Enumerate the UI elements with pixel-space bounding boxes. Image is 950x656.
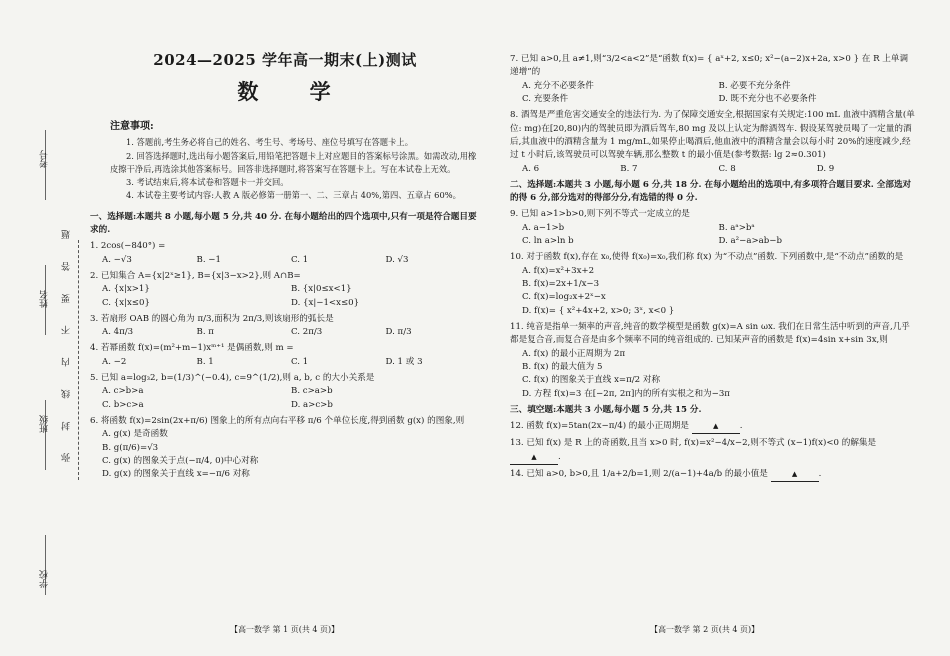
- notes-heading: 注意事项:: [110, 120, 154, 132]
- option-d: D. 1 或 3: [385, 356, 423, 367]
- question-stem: 12. 函数 f(x)=5tan(2x−π/4) 的最小正周期是: [510, 421, 689, 432]
- option-c: C. {x|x≤0}: [102, 297, 150, 308]
- question-1: [90, 240, 480, 267]
- option-d: D. a>c>b: [291, 399, 333, 410]
- option-a: A. a−1>b: [522, 222, 565, 233]
- question-tail: .: [818, 469, 822, 480]
- question-10: [510, 251, 915, 318]
- question-stem: 3. 若扇形 OAB 的圆心角为 π/3,面积为 2π/3,则该扇形的弧长是: [90, 313, 334, 324]
- question-stem: 13. 已知 f(x) 是 R 上的奇函数,且当 x>0 时, f(x)=x²−4/x−2,则不等式 (x−1)f(x)<0 的解集是: [510, 438, 877, 449]
- question-stem: 5. 已知 a=log₃2, b=(1/3)^(−0.4), c=9^(1/2),则 a, b, c 的大小关系是: [90, 373, 375, 384]
- triangle-icon: ▲: [791, 470, 798, 479]
- option-a: A. {x|x>1}: [102, 284, 150, 295]
- question-stem: 6. 将函数 f(x)=2sin(2x+π/6) 图象上的所有点向右平移 π/6 个单位长度,得到函数 g(x) 的图象,则: [90, 416, 465, 426]
- subject-title: 数 学: [237, 79, 353, 105]
- question-4: [90, 342, 480, 369]
- option-a: A. f(x)=x²+3x+2: [522, 265, 595, 276]
- question-stem: 10. 对于函数 f(x),存在 x₀,使得 f(x₀)=x₀,我们称 f(x) 为“不动点”函数. 下列函数中,是“不动点”函数的是: [510, 252, 904, 263]
- option-b: B. 必要不充分条件: [718, 80, 791, 91]
- page-2-footer: 【高一数学 第 2 页(共 4 页)】: [650, 625, 760, 634]
- option-c: C. ln a>ln b: [522, 236, 574, 247]
- option-b: B. g(π/6)=√3: [102, 442, 159, 453]
- note-item: 1. 答题前,考生务必将自己的姓名、考生号、考场号、座位号填写在答题卡上。: [126, 137, 413, 148]
- page-1-footer: 【高一数学 第 1 页(共 4 页)】: [230, 625, 340, 634]
- section-3-heading: 三、填空题:本题共 3 小题,每小题 5 分,共 15 分.: [510, 404, 702, 415]
- note-item: 3. 考试结束后,将本试卷和答题卡一并交回。: [126, 177, 289, 188]
- seal-margin: [0, 0, 88, 656]
- question-9: [510, 208, 915, 248]
- question-5: [90, 372, 480, 412]
- option-b: B. −1: [196, 254, 221, 265]
- question-stem: 2. 已知集合 A={x|2ˣ≥1}, B={x|3−x>2},则 A∩B=: [90, 270, 301, 281]
- option-b: B. c>a>b: [291, 386, 333, 397]
- triangle-icon: ▲: [712, 422, 719, 431]
- question-stem: 14. 已知 a>0, b>0,且 1/a+2/b=1,则 2/(a−1)+4a/b 的最小值是: [510, 469, 768, 480]
- option-c: C. 1: [291, 356, 309, 367]
- option-a: A. 6: [522, 163, 540, 174]
- option-d: D. √3: [385, 254, 409, 265]
- option-a: A. 4π/3: [102, 327, 134, 338]
- school-label: 学校: [40, 570, 50, 588]
- option-c: C. b>c>a: [102, 399, 144, 410]
- option-a: A. −2: [102, 356, 127, 367]
- option-c: C. f(x) 的图象关于直线 x=π/2 对称: [522, 375, 661, 386]
- note-item: 2. 回答选择题时,选出每小题答案后,用铅笔把答题卡上对应题目的答案标号涂黑。如需改动,用橡皮擦干净后,再选涂其他答案标号。回答非选择题时,将答案写在答题卡上。写在本试卷上无效。: [110, 150, 477, 174]
- class-line: [45, 400, 46, 470]
- name-label: 姓名: [40, 290, 50, 308]
- question-13: [510, 437, 915, 465]
- option-d: D. 9: [816, 163, 835, 174]
- class-label: 班级: [40, 415, 50, 433]
- option-c: C. 1: [291, 254, 309, 265]
- page-2: [510, 0, 915, 482]
- option-a: A. f(x) 的最小正周期为 2π: [522, 348, 626, 359]
- option-c: C. 2π/3: [291, 327, 323, 338]
- option-b: B. f(x)=2x+1/x−3: [522, 279, 600, 289]
- question-stem: 8. 酒驾是严重危害交通安全的违法行为. 为了保障交通安全,根据国家有关规定:100 mL 血液中酒精含量(单位: mg)在[20,80)内的驾驶员即为酒后驾车,80 mg 及以上认定为醉酒驾车. 假设某驾驶员喝了一定量的酒后,其血液中的酒精含量为 1 mg/mL,如果停止喝酒后,他血液中的酒精含量会以每小时 20%的速度减少,经过 t 小时后,该驾驶员可以驾驶车辆,那么整数 t 的最小值是(参考数据: lg 2≈0.301): [510, 110, 915, 161]
- option-c: C. 充要条件: [522, 93, 569, 104]
- option-c: C. g(x) 的图象关于点(−π/4, 0)中心对称: [102, 455, 259, 466]
- question-stem: 1. 2cos(−840°) =: [90, 241, 166, 252]
- question-12: [510, 420, 915, 434]
- option-b: B. π: [196, 327, 214, 338]
- question-stem: 7. 已知 a>0,且 a≠1,则“3/2<a<2”是“函数 f(x)= { aˣ+2, x≤0; x²−(a−2)x+2a, x>0 } 在 R 上单调递增”的: [510, 54, 909, 78]
- question-stem: 9. 已知 a>1>b>0,则下列不等式一定成立的是: [510, 209, 690, 220]
- option-b: B. aᵃ>bᵃ: [718, 222, 755, 233]
- option-d: D. {x|−1<x≤0}: [291, 297, 360, 308]
- section-2-heading: 二、选择题:本题共 3 小题,每小题 6 分,共 18 分. 在每小题给出的选项中,有多项符合题目要求. 全部选对的得 6 分,部分选对的得部分分,有选错的得 0 分.: [510, 179, 912, 204]
- option-b: B. f(x) 的最大值为 5: [522, 361, 603, 372]
- exam-title: 2024—2025 学年高一期末(上)测试: [153, 51, 417, 69]
- question-3: [90, 313, 480, 340]
- option-c: C. f(x)=log₂x+2ˣ−x: [522, 292, 606, 303]
- triangle-icon: ▲: [531, 452, 537, 461]
- seal-text: 弥 封 线 内 不 要 答 题: [62, 220, 72, 463]
- question-stem: 4. 若幂函数 f(x)=(m²+m−1)xᵐ⁺¹ 是偶函数,则 m =: [90, 343, 294, 354]
- option-c: C. 8: [718, 163, 736, 174]
- option-a: A. 充分不必要条件: [522, 80, 594, 91]
- question-2: [90, 270, 480, 310]
- question-7: [510, 53, 915, 106]
- option-d: D. f(x)= { x²+4x+2, x>0; 3ˣ, x<0 }: [522, 305, 675, 316]
- seal-dashed-line: [78, 240, 79, 480]
- question-stem: 11. 纯音是指单一频率的声音,纯音的数学模型是函数 g(x)=A sin ωx. 我们在日常生活中听到的声音,几乎都是复合音,而复合音是由多个频率不同的纯音组成的. 已知某声音的函数是 f(x)=4sin x+sin 3x,则: [510, 321, 910, 346]
- section-1-heading: 一、选择题:本题共 8 小题,每小题 5 分,共 40 分. 在每小题给出的四个选项中,只有一项是符合题目要求的.: [90, 211, 477, 235]
- option-b: B. 1: [196, 356, 214, 367]
- page-1: [90, 0, 480, 482]
- option-d: D. g(x) 的图象关于直线 x=−π/6 对称: [102, 469, 250, 480]
- answer-blank: [510, 451, 558, 465]
- option-d: D. π/3: [385, 327, 412, 338]
- option-a: A. c>b>a: [102, 386, 144, 397]
- option-d: D. a²−a>ab−b: [718, 236, 782, 247]
- option-b: B. {x|0≤x<1}: [291, 284, 352, 295]
- note-item: 4. 本试卷主要考试内容:人教 A 版必修第一册第一、二、三章占 40%,第四、五章占 60%。: [126, 190, 461, 201]
- option-a: A. g(x) 是奇函数: [102, 429, 168, 440]
- option-d: D. 既不充分也不必要条件: [718, 93, 817, 104]
- question-11: [510, 321, 915, 401]
- question-14: [510, 468, 915, 482]
- question-6: [90, 415, 480, 482]
- kaohao-label: 考号: [40, 150, 50, 168]
- option-b: B. 7: [620, 163, 638, 174]
- option-d: D. 方程 f(x)=3 在[−2π, 2π]内的所有实根之和为−3π: [522, 388, 730, 399]
- question-8: [510, 109, 915, 176]
- question-tail: .: [739, 421, 743, 432]
- answer-blank: [692, 420, 740, 434]
- answer-blank: [771, 468, 819, 482]
- question-tail: .: [558, 451, 561, 462]
- option-a: A. −√3: [102, 254, 132, 265]
